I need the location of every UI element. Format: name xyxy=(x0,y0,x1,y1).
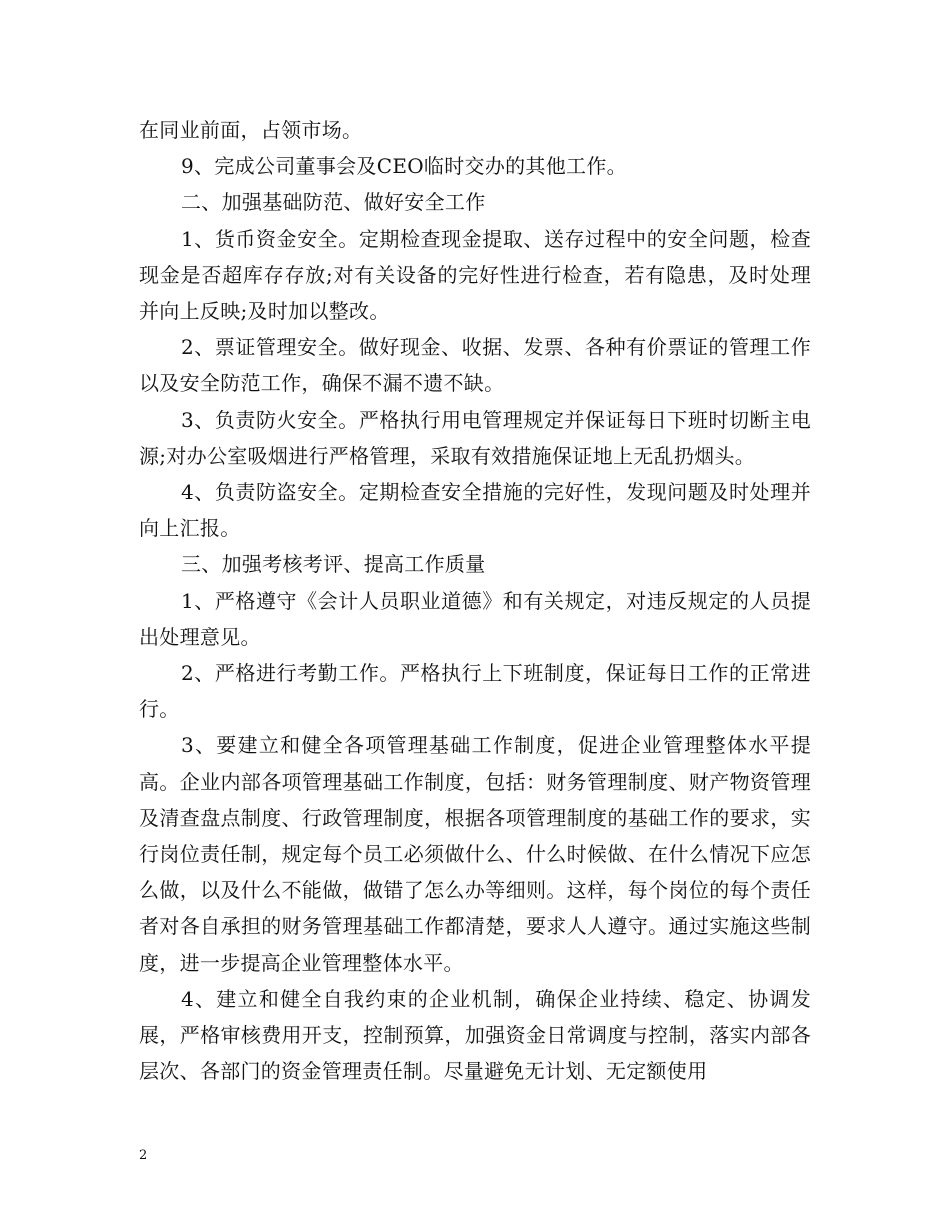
paragraph: 2、严格进行考勤工作。严格执行上下班制度，保证每日工作的正常进行。 xyxy=(139,661,811,722)
paragraph: 在同业前面，占领市场。 xyxy=(139,118,363,142)
paragraph: 1、货币资金安全。定期检查现金提取、送存过程中的安全问题，检查现金是否超库存存放;对有关设备的完好性进行检查，若有隐患，及时处理并向上反映;及时加以整改。 xyxy=(139,226,811,324)
section-heading: 二、加强基础防范、做好安全工作 xyxy=(181,190,486,215)
paragraph: 4、负责防盗安全。定期检查安全措施的完好性，发现问题及时处理并向上汇报。 xyxy=(139,480,811,541)
section-heading: 三、加强考核考评、提高工作质量 xyxy=(181,552,486,577)
paragraph: 9、完成公司董事会及CEO临时交办的其他工作。 xyxy=(181,154,627,179)
paragraph: 2、票证管理安全。做好现金、收据、发票、各种有价票证的管理工作以及安全防范工作，确保不漏不遗不缺。 xyxy=(139,335,811,396)
paragraph: 3、要建立和健全各项管理基础工作制度，促进企业管理整体水平提高。企业内部各项管理基础工作制度，包括：财务管理制度、财产物资管理及清查盘点制度、行政管理制度，根据各项管理制度的基础工作的要求，实行岗位责任制，规定每个员工必须做什么、什么时候做、在什么情况下应怎么做，以及什么不能做，做错了怎么办等细则。这样，每个岗位的每个责任者对各自承担的财务管理基础工作都清楚，要求人人遵守。通过实施这些制度，进一步提高企业管理整体水平。 xyxy=(139,733,811,975)
page-number: 2 xyxy=(139,1148,148,1163)
paragraph: 3、负责防火安全。严格执行用电管理规定并保证每日下班时切断主电源;对办公室吸烟进行严格管理，采取有效措施保证地上无乱扔烟头。 xyxy=(139,407,811,468)
document-body xyxy=(139,112,811,1089)
paragraph: 1、严格遵守《会计人员职业道德》和有关规定，对违反规定的人员提出处理意见。 xyxy=(139,588,811,649)
paragraph: 4、建立和健全自我约束的企业机制，确保企业持续、稳定、协调发展，严格审核费用开支，控制预算，加强资金日常调度与控制，落实内部各层次、各部门的资金管理责任制。尽量避免无计划、无定额使用 xyxy=(139,986,811,1084)
